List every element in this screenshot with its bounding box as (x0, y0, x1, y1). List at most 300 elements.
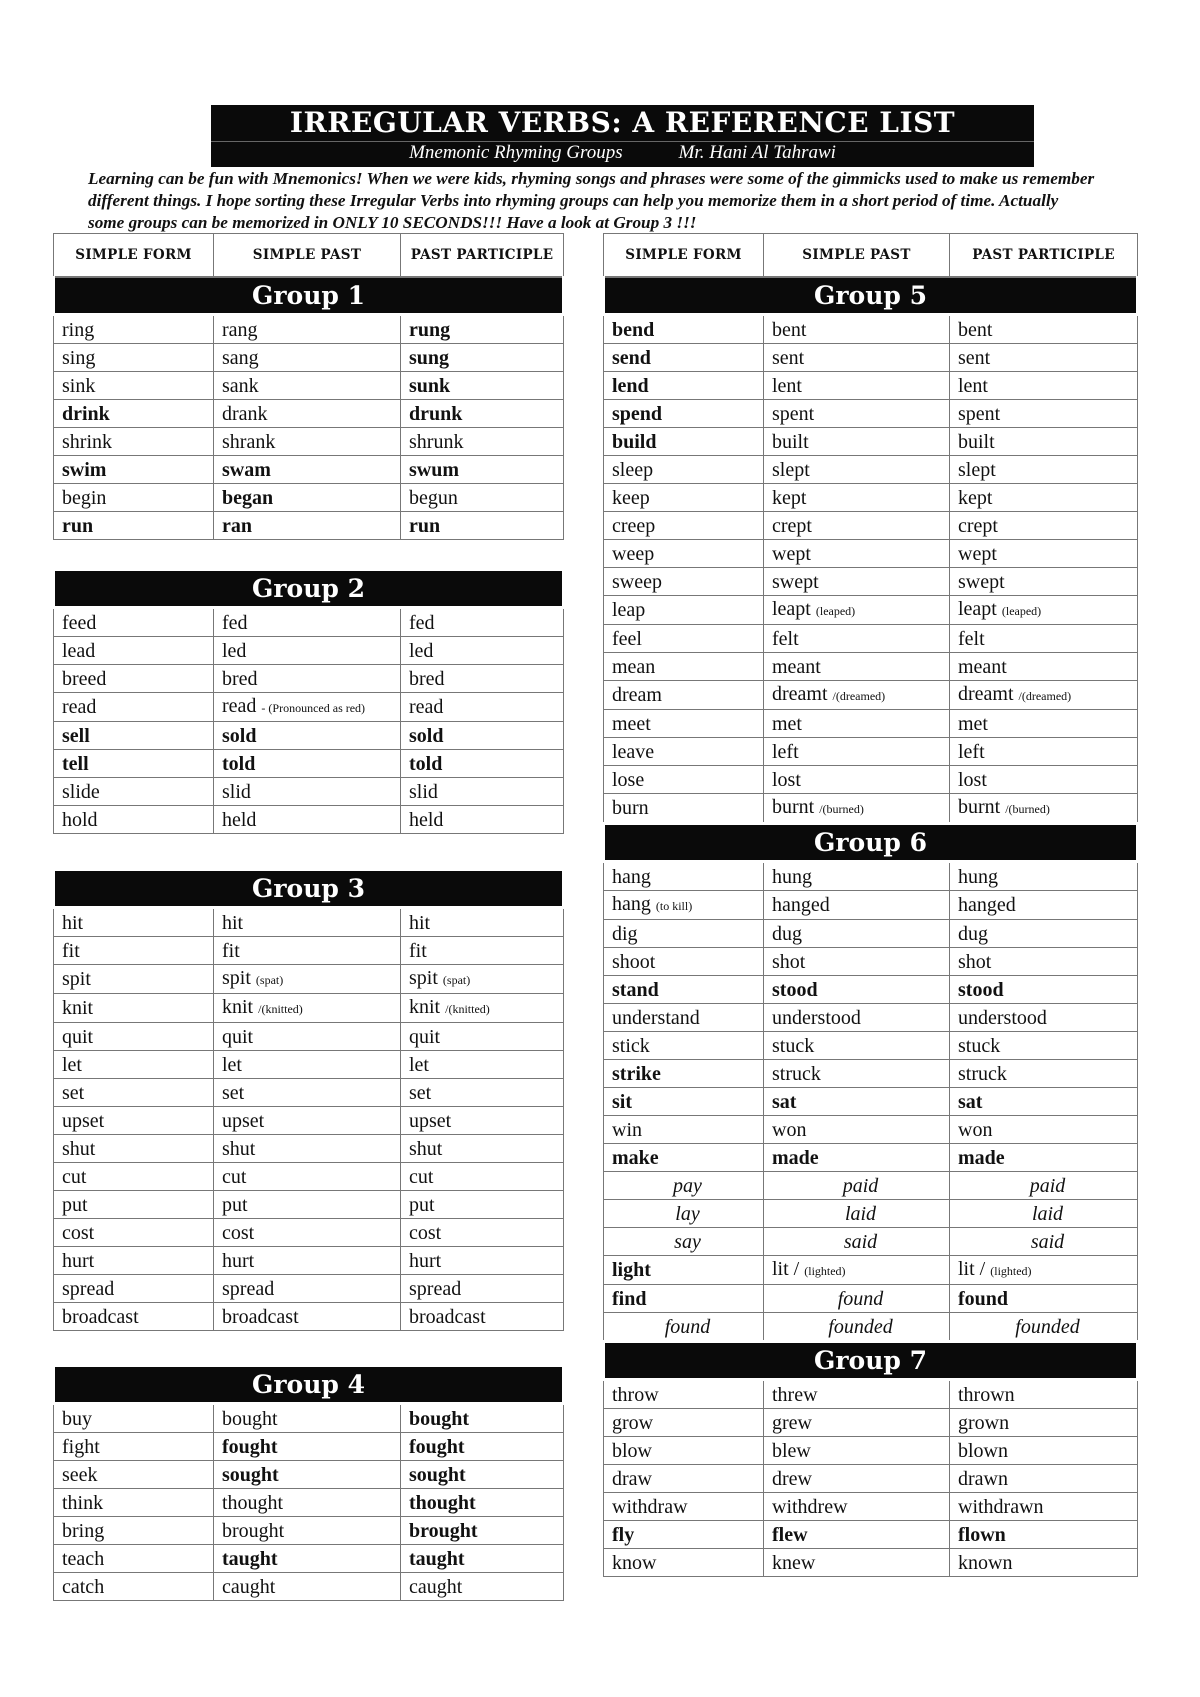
verb-text: thrown (958, 1383, 1015, 1406)
verb-text: hang (612, 865, 651, 888)
verb-row (604, 1004, 1138, 1032)
verb-row (604, 428, 1138, 456)
past-participle-cell (950, 344, 1138, 372)
verb-text: rung (409, 318, 451, 341)
verb-text: won (772, 1118, 807, 1141)
column-header-simple-form: SIMPLE FORM (604, 234, 764, 278)
verb-row (604, 891, 1138, 920)
verb-row (604, 372, 1138, 400)
verb-text: put (409, 1193, 435, 1216)
verb-row (54, 665, 564, 693)
past-participle-cell (401, 806, 564, 834)
verb-text: quit (409, 1025, 441, 1048)
verb-text: dug (958, 922, 988, 945)
verb-row (54, 1163, 564, 1191)
simple-past-cell (764, 344, 950, 372)
verb-text: began (222, 486, 274, 509)
verb-text: sank (222, 374, 259, 397)
simple-past-cell (214, 512, 401, 540)
verb-text: shot (958, 950, 992, 973)
verb-text: hit (409, 911, 431, 934)
group-title: Group 4 (54, 1366, 564, 1404)
column-header-past-participle: PAST PARTICIPLE (950, 234, 1138, 278)
verb-text: lose (612, 768, 645, 791)
past-participle-cell (401, 693, 564, 722)
verb-text: swept (958, 570, 1005, 593)
verb-row (604, 1228, 1138, 1256)
past-participle-cell (950, 372, 1138, 400)
simple-past-cell (764, 794, 950, 824)
verb-text: set (222, 1081, 245, 1104)
verb-row (604, 1493, 1138, 1521)
verb-row (54, 428, 564, 456)
simple-form-cell (604, 681, 764, 710)
simple-form-cell (54, 1051, 214, 1079)
simple-form-cell (54, 344, 214, 372)
verb-row (54, 693, 564, 722)
verb-text: make (612, 1146, 659, 1169)
simple-past-cell (214, 994, 401, 1023)
simple-form-cell (604, 1004, 764, 1032)
simple-form-cell (54, 1135, 214, 1163)
verb-text: shoot (612, 950, 656, 973)
verb-text: sent (772, 346, 805, 369)
group-header-group3 (54, 870, 564, 908)
simple-past-cell (764, 1228, 950, 1256)
verb-row (54, 778, 564, 806)
verb-note: /(burned) (1005, 802, 1050, 816)
simple-form-cell (54, 1191, 214, 1219)
verb-row (604, 681, 1138, 710)
verb-row (604, 1380, 1138, 1409)
verb-text: kept (958, 486, 993, 509)
verb-text: cut (62, 1165, 87, 1188)
group-title: Group 3 (54, 870, 564, 908)
past-participle-cell (950, 315, 1138, 344)
simple-past-cell (214, 722, 401, 750)
past-participle-cell (401, 1489, 564, 1517)
simple-form-cell (54, 512, 214, 540)
verb-text: hurt (409, 1249, 442, 1272)
simple-form-cell (54, 1303, 214, 1331)
group-title: Group 7 (604, 1342, 1138, 1380)
verb-row (604, 1172, 1138, 1200)
simple-past-cell (764, 948, 950, 976)
verb-row (54, 1079, 564, 1107)
simple-past-cell (214, 484, 401, 512)
simple-past-cell (764, 1465, 950, 1493)
simple-form-cell (54, 1461, 214, 1489)
verb-row (54, 344, 564, 372)
simple-past-cell (214, 1517, 401, 1545)
verb-text: hit (222, 911, 244, 934)
verb-text: spit (409, 967, 438, 989)
verb-text: dug (772, 922, 802, 945)
simple-past-cell (764, 1032, 950, 1060)
verb-row (604, 1032, 1138, 1060)
past-participle-cell (950, 794, 1138, 824)
past-participle-cell (950, 1437, 1138, 1465)
verb-text: burnt (772, 796, 815, 818)
verb-text: spread (62, 1277, 115, 1300)
verb-text: bend (612, 318, 655, 341)
verb-text: quit (62, 1025, 94, 1048)
verb-text: stood (958, 978, 1004, 1001)
verb-text: sunk (409, 374, 451, 397)
verb-text: shut (62, 1137, 96, 1160)
intro-paragraph: Learning can be fun with Mnemonics! When we were kids, rhyming songs and phrases were some of the gimmicks used to make us remember different things. I hope sorting these Irregular Verbs into rhyming groups can help you memorize them in a short period of time. Actually some groups can be memorized in ONLY 10 SECONDS!!! Have a look at Group 3 !!! (88, 169, 1095, 232)
verb-note: /(dreamed) (832, 689, 886, 703)
simple-past-cell (214, 428, 401, 456)
verb-text: sell (62, 724, 90, 747)
verb-text: drew (772, 1467, 812, 1490)
column-header-row (604, 234, 1138, 278)
simple-form-cell (54, 637, 214, 665)
past-participle-cell (401, 456, 564, 484)
verb-row (54, 1545, 564, 1573)
verb-text: made (772, 1146, 819, 1169)
past-participle-cell (950, 681, 1138, 710)
verb-row (54, 400, 564, 428)
verb-text: let (62, 1053, 82, 1076)
simple-past-cell (764, 1409, 950, 1437)
verb-note: /(knitted) (258, 1002, 303, 1016)
simple-form-cell (604, 1172, 764, 1200)
verb-row (604, 484, 1138, 512)
verb-text: broadcast (409, 1305, 486, 1328)
verb-row (604, 766, 1138, 794)
verb-text: made (958, 1146, 1005, 1169)
simple-past-cell (764, 1437, 950, 1465)
verb-text: laid (1031, 1202, 1064, 1225)
verb-text: brought (222, 1519, 285, 1542)
verb-row (604, 625, 1138, 653)
verb-text: hanged (958, 894, 1016, 916)
past-participle-cell (950, 568, 1138, 596)
verb-text: bought (222, 1407, 278, 1430)
verb-text: struck (958, 1062, 1007, 1085)
verb-row (54, 994, 564, 1023)
verb-text: blow (612, 1439, 652, 1462)
past-participle-cell (950, 891, 1138, 920)
past-participle-cell (950, 1549, 1138, 1577)
verb-text: sit (612, 1090, 632, 1113)
verb-row (604, 653, 1138, 681)
simple-form-cell (604, 484, 764, 512)
verb-text: light (612, 1259, 651, 1281)
verb-text: slept (772, 458, 810, 481)
subtitle-row (211, 141, 1034, 164)
verb-text: fit (222, 939, 240, 962)
simple-past-cell (214, 1433, 401, 1461)
verb-text: held (409, 808, 444, 831)
verb-text: throw (612, 1383, 659, 1406)
verb-note: (spat) (255, 973, 284, 987)
verb-row (604, 315, 1138, 344)
verb-text: struck (772, 1062, 821, 1085)
simple-past-cell (214, 1275, 401, 1303)
verb-text: paid (842, 1174, 879, 1197)
verb-text: read (62, 696, 97, 718)
simple-form-cell (604, 372, 764, 400)
past-participle-cell (401, 1107, 564, 1135)
verb-text: shut (222, 1137, 256, 1160)
verb-text: upset (409, 1109, 452, 1132)
verb-text: led (409, 639, 434, 662)
past-participle-cell (401, 908, 564, 937)
verb-text: breed (62, 667, 107, 690)
verb-text: fed (409, 611, 435, 634)
simple-past-cell (764, 920, 950, 948)
group-title: Group 2 (54, 570, 564, 608)
simple-past-cell (764, 1493, 950, 1521)
verb-text: fought (222, 1435, 278, 1458)
verb-text: swam (222, 458, 271, 481)
simple-form-cell (604, 1380, 764, 1409)
verb-text: crept (772, 514, 812, 537)
simple-form-cell (604, 710, 764, 738)
past-participle-cell (950, 1256, 1138, 1285)
verb-text: sat (958, 1090, 983, 1113)
simple-past-cell (214, 965, 401, 994)
verb-text: hang (612, 893, 651, 915)
verb-text: bred (409, 667, 445, 690)
simple-form-cell (54, 1079, 214, 1107)
verb-text: ring (62, 318, 95, 341)
simple-form-cell (54, 1517, 214, 1545)
verb-row (54, 372, 564, 400)
past-participle-cell (401, 1163, 564, 1191)
verb-text: put (222, 1193, 248, 1216)
verb-text: said (1030, 1230, 1065, 1253)
simple-form-cell (54, 665, 214, 693)
simple-past-cell (214, 1051, 401, 1079)
verb-text: told (409, 752, 443, 775)
past-participle-cell (401, 484, 564, 512)
verb-text: sat (772, 1090, 797, 1113)
verb-text: feed (62, 611, 97, 634)
past-participle-cell (401, 1219, 564, 1247)
verb-text: think (62, 1491, 104, 1514)
verb-note: (leaped) (1001, 604, 1042, 618)
verb-text: knew (772, 1551, 816, 1574)
simple-form-cell (604, 948, 764, 976)
verb-text: slide (62, 780, 100, 803)
verb-text: blew (772, 1439, 811, 1462)
past-participle-cell (950, 1380, 1138, 1409)
spacer-cell (54, 540, 564, 570)
verb-text: cost (222, 1221, 255, 1244)
verb-text: seek (62, 1463, 98, 1486)
verb-text: put (62, 1193, 88, 1216)
verb-text: cut (409, 1165, 434, 1188)
verb-text: dig (612, 922, 638, 945)
simple-form-cell (604, 1493, 764, 1521)
verb-text: lay (675, 1202, 700, 1225)
verb-row (604, 344, 1138, 372)
verb-text: lent (958, 374, 988, 397)
simple-form-cell (604, 1144, 764, 1172)
past-participle-cell (950, 1060, 1138, 1088)
simple-form-cell (54, 722, 214, 750)
verb-text: drank (222, 402, 268, 425)
verb-text: taught (409, 1547, 465, 1570)
verb-text: mean (612, 655, 656, 678)
simple-past-cell (214, 693, 401, 722)
simple-past-cell (764, 653, 950, 681)
verb-note: (spat) (442, 973, 471, 987)
past-participle-cell (401, 1051, 564, 1079)
verb-text: thought (222, 1491, 284, 1514)
group-spacer (54, 1331, 564, 1366)
simple-form-cell (54, 1404, 214, 1433)
verb-text: wept (772, 542, 811, 565)
verb-text: spread (222, 1277, 275, 1300)
verb-text: sung (409, 346, 450, 369)
simple-past-cell (214, 1573, 401, 1601)
simple-past-cell (764, 1313, 950, 1342)
verb-text: let (409, 1053, 429, 1076)
simple-past-cell (214, 608, 401, 637)
verb-text: sink (62, 374, 96, 397)
verb-row (54, 1107, 564, 1135)
verb-row (54, 1135, 564, 1163)
simple-form-cell (604, 794, 764, 824)
verb-text: run (62, 514, 94, 537)
group-title: Group 5 (604, 277, 1138, 315)
verb-text: crept (958, 514, 998, 537)
past-participle-cell (401, 937, 564, 965)
verb-text: flew (772, 1523, 808, 1546)
simple-form-cell (604, 540, 764, 568)
verb-text: bent (772, 318, 807, 341)
verb-text: knit (222, 996, 254, 1018)
simple-past-cell (764, 976, 950, 1004)
verb-text: lit / (958, 1258, 991, 1280)
verb-text: upset (62, 1109, 105, 1132)
verb-row (54, 750, 564, 778)
simple-past-cell (764, 862, 950, 891)
verb-text: fed (222, 611, 248, 634)
simple-past-cell (214, 456, 401, 484)
simple-past-cell (214, 1404, 401, 1433)
simple-past-cell (214, 908, 401, 937)
simple-past-cell (214, 1247, 401, 1275)
verb-text: meant (958, 655, 1007, 678)
verb-text: sing (62, 346, 96, 369)
verb-text: fought (409, 1435, 465, 1458)
verb-row (604, 1285, 1138, 1313)
past-participle-cell (401, 1191, 564, 1219)
simple-form-cell (54, 908, 214, 937)
verb-text: rang (222, 318, 258, 341)
verb-text: found (958, 1287, 1009, 1310)
verb-table-right (602, 233, 1139, 1577)
simple-form-cell (604, 1256, 764, 1285)
simple-form-cell (604, 625, 764, 653)
verb-text: kept (772, 486, 807, 509)
verb-text: felt (958, 627, 985, 650)
past-participle-cell (401, 1404, 564, 1433)
verb-text: lit / (772, 1258, 805, 1280)
verb-text: drunk (409, 402, 463, 425)
simple-past-cell (214, 637, 401, 665)
column-header-simple-past: SIMPLE PAST (764, 234, 950, 278)
group-header-group2 (54, 570, 564, 608)
group-spacer (54, 540, 564, 570)
verb-row (604, 1549, 1138, 1577)
simple-form-cell (54, 456, 214, 484)
past-participle-cell (401, 1303, 564, 1331)
verb-text: let (222, 1053, 242, 1076)
simple-form-cell (54, 1489, 214, 1517)
simple-form-cell (54, 1247, 214, 1275)
verb-text: burn (612, 797, 649, 819)
verb-text: stick (612, 1034, 650, 1057)
simple-form-cell (604, 1549, 764, 1577)
verb-row (54, 1573, 564, 1601)
verb-text: stuck (772, 1034, 815, 1057)
verb-row (54, 1461, 564, 1489)
verb-text: teach (62, 1547, 105, 1570)
verb-text: win (612, 1118, 642, 1141)
past-participle-cell (950, 948, 1138, 976)
subtitle: Mnemonic Rhyming Groups (409, 142, 623, 163)
past-participle-cell (950, 1465, 1138, 1493)
verb-text: spit (222, 967, 251, 989)
verb-text: withdrawn (958, 1495, 1044, 1518)
verb-row (54, 1051, 564, 1079)
simple-form-cell (54, 1023, 214, 1051)
simple-past-cell (764, 372, 950, 400)
verb-text: wept (958, 542, 997, 565)
simple-form-cell (604, 400, 764, 428)
verb-row (604, 1521, 1138, 1549)
verb-text: taught (222, 1547, 278, 1570)
verb-text: spend (612, 402, 663, 425)
past-participle-cell (950, 625, 1138, 653)
verb-row (604, 1116, 1138, 1144)
simple-form-cell (54, 1163, 214, 1191)
verb-text: bring (62, 1519, 105, 1542)
verb-text: built (958, 430, 995, 453)
verb-text: shrunk (409, 430, 464, 453)
verb-table-left (52, 233, 565, 1601)
group-header-group6 (604, 824, 1138, 862)
verb-text: drawn (958, 1467, 1008, 1490)
verb-text: hanged (772, 894, 830, 916)
past-participle-cell (950, 653, 1138, 681)
group-title: Group 1 (54, 277, 564, 315)
simple-form-cell (54, 428, 214, 456)
author: Mr. Hani Al Tahrawi (678, 142, 836, 163)
simple-past-cell (764, 891, 950, 920)
verb-text: shrank (222, 430, 276, 453)
simple-form-cell (54, 372, 214, 400)
verb-text: stuck (958, 1034, 1001, 1057)
verb-note: (lighted) (990, 1264, 1032, 1278)
simple-past-cell (764, 1200, 950, 1228)
verb-row (54, 484, 564, 512)
verb-text: slid (222, 780, 251, 803)
verb-text: fly (612, 1523, 635, 1546)
simple-form-cell (604, 512, 764, 540)
simple-past-cell (214, 1461, 401, 1489)
past-participle-cell (401, 994, 564, 1023)
verb-text: held (222, 808, 257, 831)
simple-form-cell (54, 937, 214, 965)
verb-text: pay (673, 1174, 702, 1197)
